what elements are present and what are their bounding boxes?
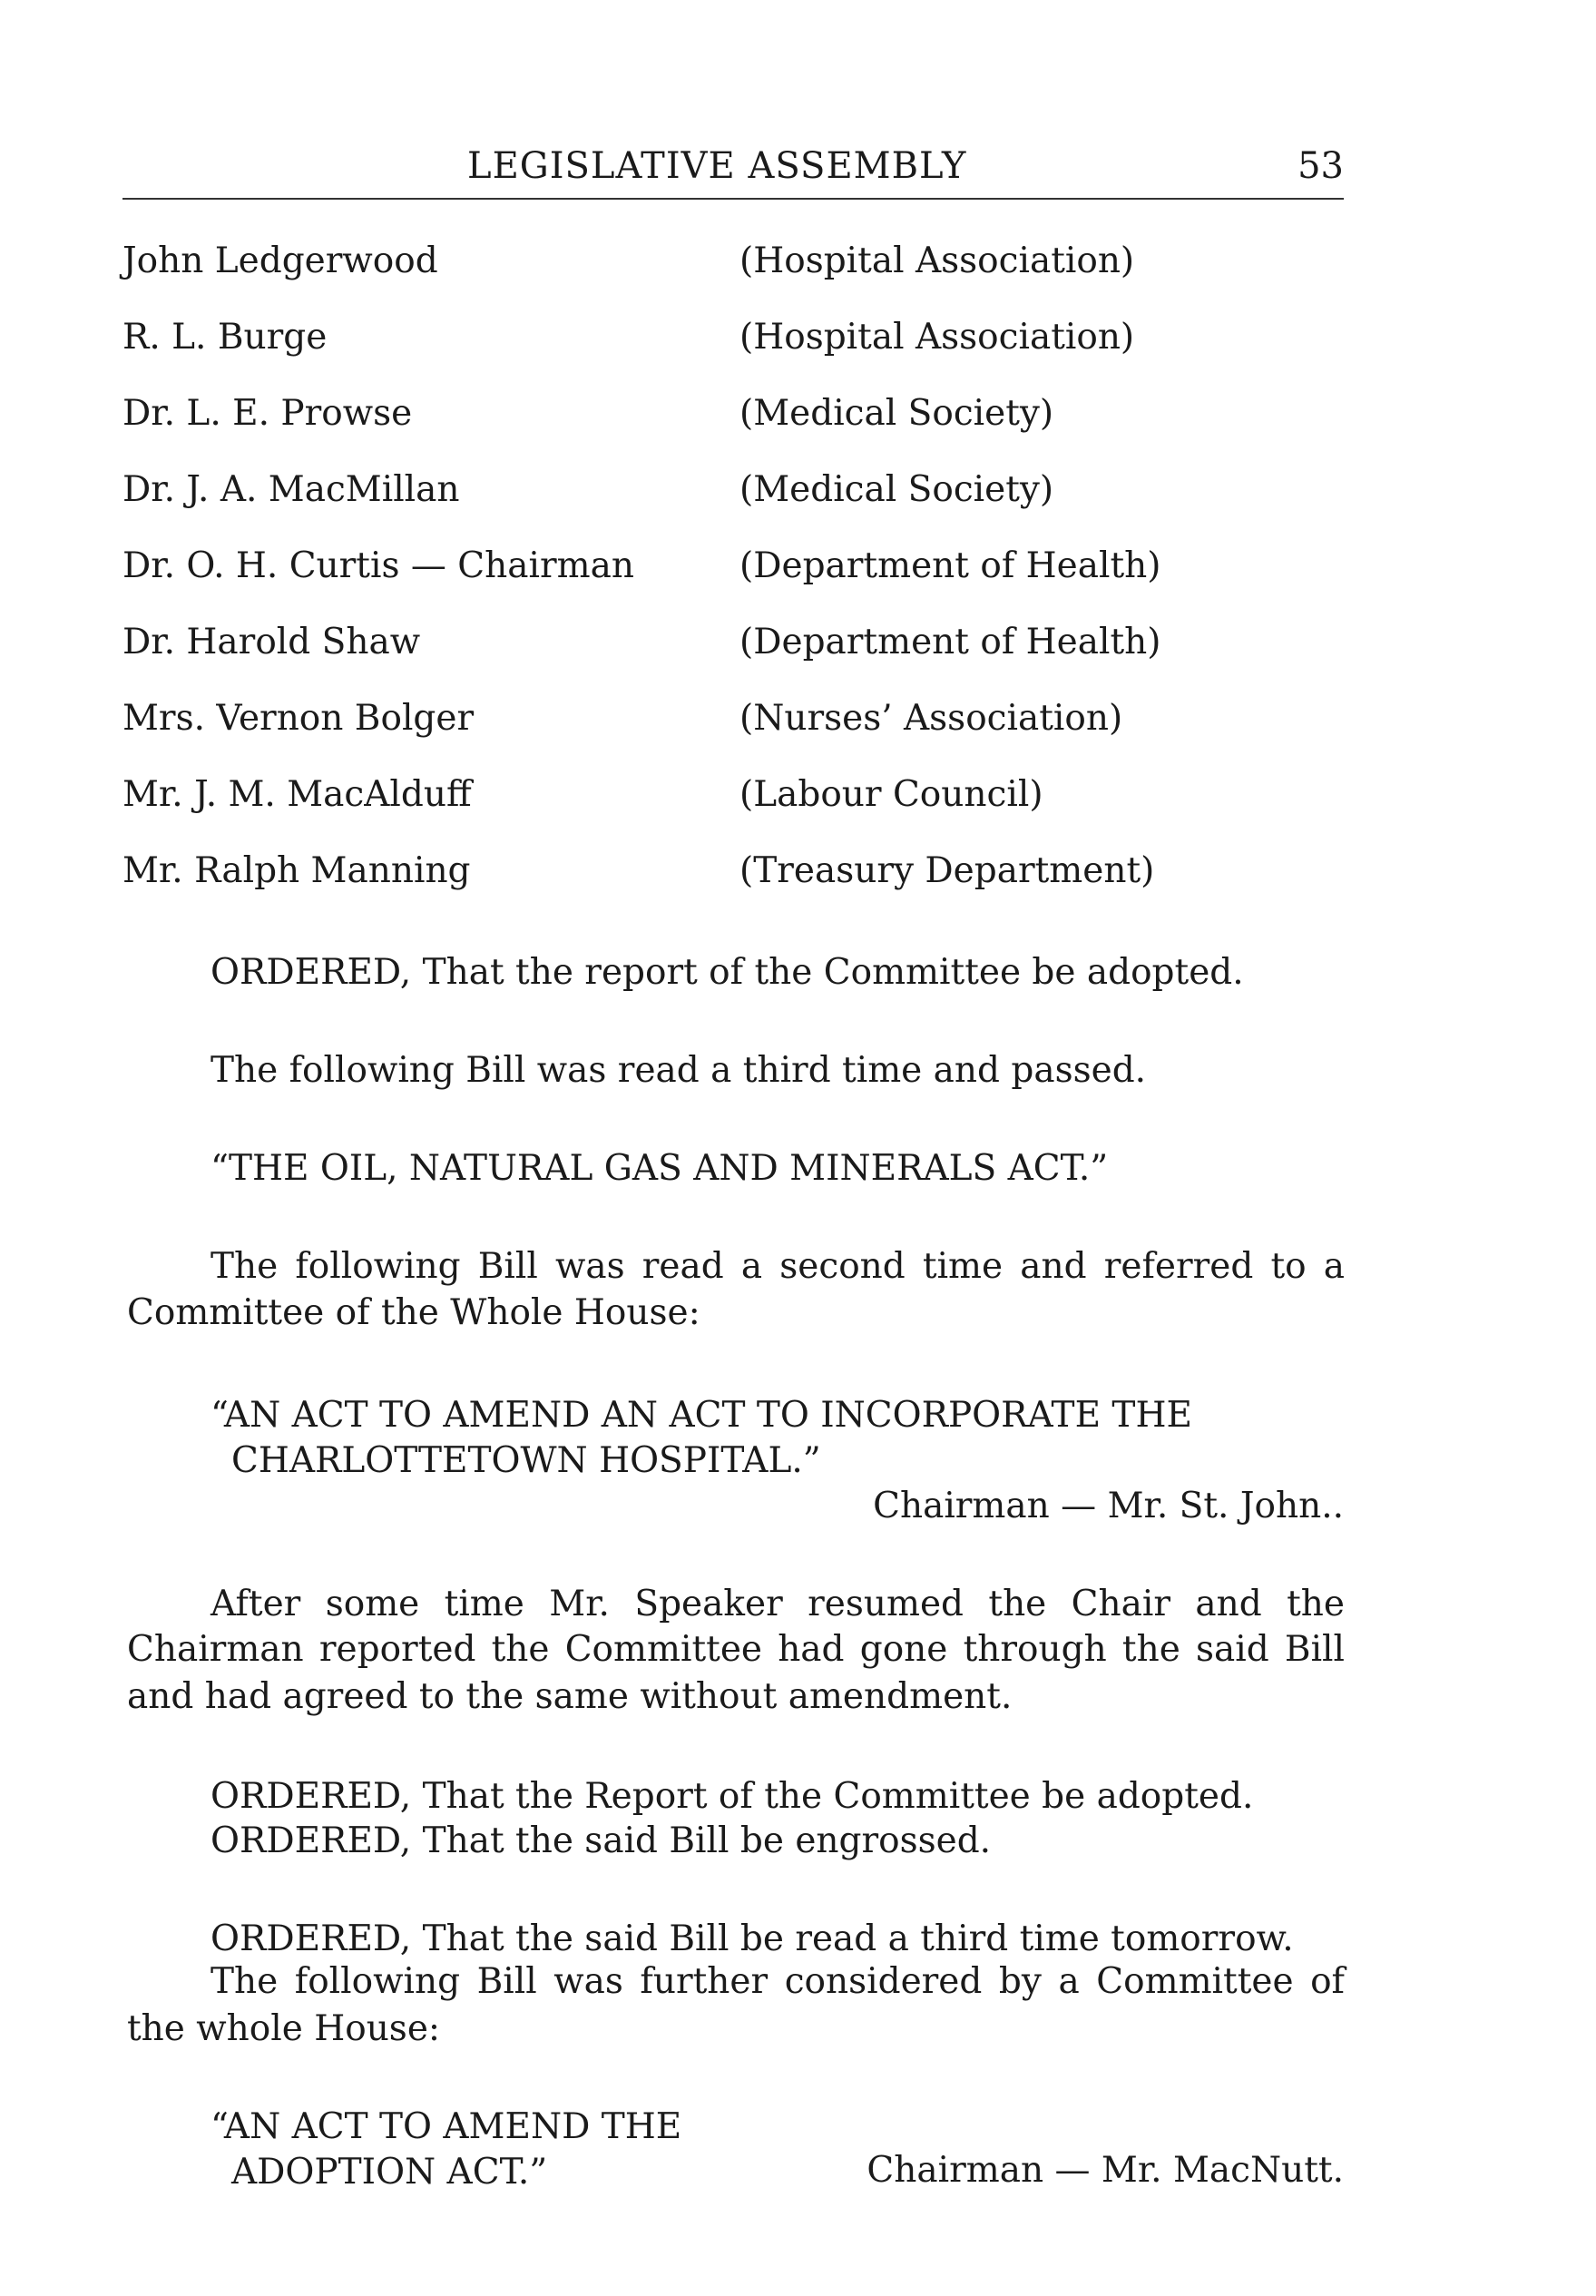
running-head: LEGISLATIVE ASSEMBLY <box>467 145 967 187</box>
member-name: Mr. Ralph Manning <box>122 850 471 891</box>
second-reading-line2: Committee of the Whole House: <box>127 1292 700 1333</box>
member-org: (Medical Society) <box>739 393 1054 434</box>
committee-members-list <box>122 240 1344 927</box>
member-row <box>122 240 1344 317</box>
bill-title-adoption-line1: “AN ACT TO AMEND THE <box>211 2106 682 2147</box>
ordered-bill-engrossed: ORDERED, That the said Bill be engrossed. <box>211 1820 992 1861</box>
member-org: (Treasury Department) <box>739 850 1155 891</box>
bill-title-hospital-line1: “AN ACT TO AMEND AN ACT TO INCORPORATE THE <box>211 1395 1192 1436</box>
member-org: (Hospital Association) <box>739 240 1135 281</box>
member-name: Mr. J. M. MacAlduff <box>122 774 472 815</box>
member-name: Dr. J. A. MacMillan <box>122 469 460 510</box>
member-org: (Department of Health) <box>739 545 1161 586</box>
member-org: (Department of Health) <box>739 622 1161 662</box>
member-row <box>122 469 1344 545</box>
further-considered-line1: The following Bill was further considered by a Committee of <box>211 1961 1345 2002</box>
ordered-report-adopted: ORDERED, That the report of the Committee be adopted. <box>211 952 1244 993</box>
adoption-chairman: Chairman — Mr. MacNutt. <box>867 2150 1344 2191</box>
member-name: Dr. Harold Shaw <box>122 622 421 662</box>
member-row <box>122 317 1344 393</box>
bill-title-adoption-line2: ADOPTION ACT.” <box>231 2152 548 2193</box>
third-reading-intro: The following Bill was read a third time and passed. <box>211 1050 1147 1091</box>
further-considered-line2: the whole House: <box>127 2008 441 2049</box>
member-row <box>122 698 1344 774</box>
speaker-resumed-line1: After some time Mr. Speaker resumed the Chair and the <box>211 1584 1345 1624</box>
ordered-report-adopted-2: ORDERED, That the Report of the Committee be adopted. <box>211 1776 1254 1817</box>
member-name: R. L. Burge <box>122 317 328 358</box>
ordered-third-reading: ORDERED, That the said Bill be read a third time tomorrow. <box>211 1918 1294 1959</box>
speaker-resumed-line3: and had agreed to the same without amendment. <box>127 1676 1013 1717</box>
member-org: (Medical Society) <box>739 469 1054 510</box>
hospital-chairman: Chairman — Mr. St. John.. <box>873 1486 1344 1526</box>
member-row <box>122 393 1344 469</box>
member-name: Mrs. Vernon Bolger <box>122 698 475 739</box>
member-name: Dr. O. H. Curtis — Chairman <box>122 545 634 586</box>
member-row <box>122 774 1344 850</box>
member-org: (Nurses’ Association) <box>739 698 1123 739</box>
member-name: John Ledgerwood <box>122 240 438 281</box>
second-reading-line1: The following Bill was read a second time and referred to a <box>211 1246 1345 1287</box>
page-header <box>122 145 1344 200</box>
member-row <box>122 622 1344 698</box>
member-row <box>122 850 1344 927</box>
header-rule <box>122 198 1344 200</box>
member-row <box>122 545 1344 622</box>
bill-title-hospital-line2: CHARLOTTETOWN HOSPITAL.” <box>231 1440 821 1481</box>
page-number: 53 <box>1297 145 1344 187</box>
member-org: (Labour Council) <box>739 774 1043 815</box>
member-name: Dr. L. E. Prowse <box>122 393 413 434</box>
speaker-resumed-line2: Chairman reported the Committee had gone through the said Bill <box>127 1629 1345 1670</box>
bill-title-oil-gas: “THE OIL, NATURAL GAS AND MINERALS ACT.” <box>211 1148 1109 1189</box>
member-org: (Hospital Association) <box>739 317 1135 358</box>
